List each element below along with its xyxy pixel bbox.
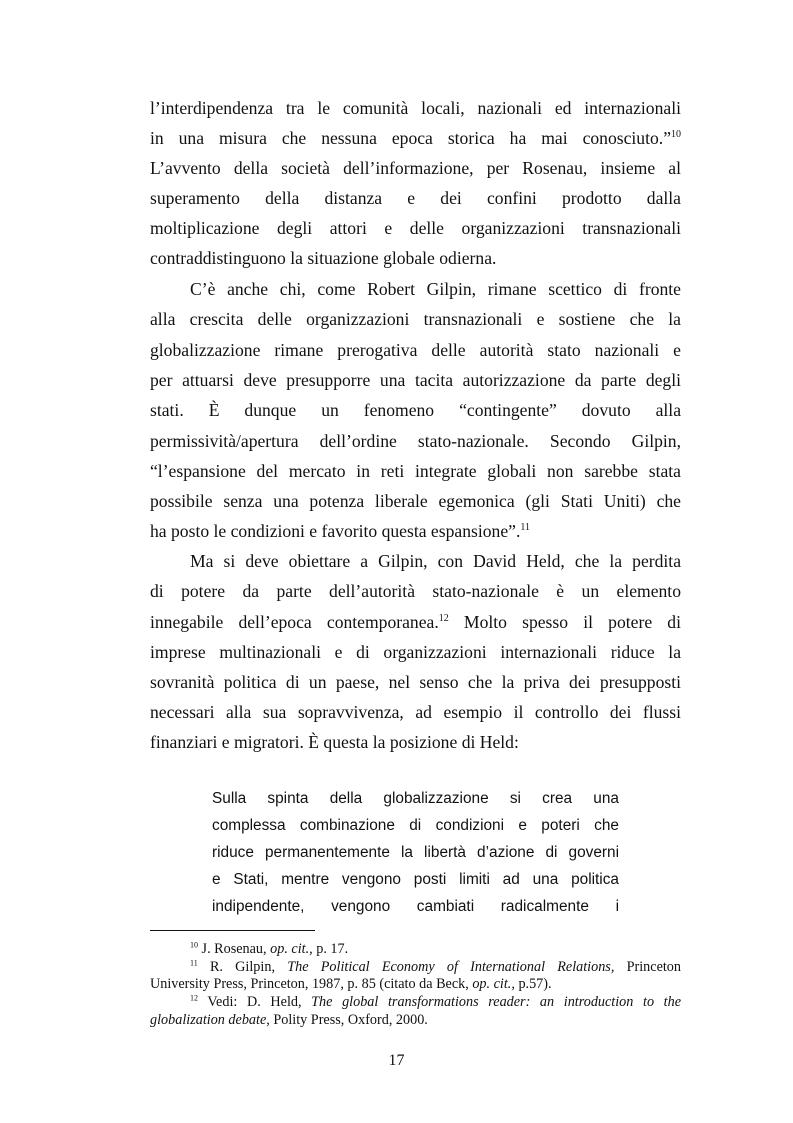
body-line: innegabile dell’epoca contemporanea.$^{12}$ Molto spesso il potere di xyxy=(150,612,681,632)
footnote-ref: 11 xyxy=(520,522,530,534)
page-number: 17 xyxy=(388,1052,405,1069)
footnote-separator xyxy=(150,930,315,931)
body-line: per attuarsi deve presupporre una tacita autorizzazione da parte degli xyxy=(150,370,681,390)
body-line: in una misura che nessuna epoca storica ha mai conosciuto.”$^{10}$ xyxy=(150,128,681,148)
body-line: possibile senza una potenza liberale egemonica (gli Stati Uniti) che xyxy=(150,491,681,511)
footnote-11-cont: University Press, Princeton, 1987, p. 85 (citato da Beck, op. cit., p.57). xyxy=(150,976,552,992)
body-line: l’interdipendenza tra le comunità locali, nazionali ed internazionali xyxy=(150,98,681,118)
body-line: imprese multinazionali e di organizzazioni internazionali riduce la xyxy=(150,642,681,662)
body-line: finanziari e migratori. È questa la posizione di Held: xyxy=(150,732,519,752)
block-quote-line: riduce permanentemente la libertà d’azione di governi xyxy=(212,844,619,861)
body-line: L’avvento della società dell’informazione, per Rosenau, insieme al xyxy=(150,158,681,178)
body-line: ha posto le condizioni e favorito questa espansione”.$^{11}$ xyxy=(150,521,530,541)
body-line: sovranità politica di un paese, nel senso che la priva dei presupposti xyxy=(150,672,681,692)
block-quote-line: complessa combinazione di condizioni e poteri che xyxy=(212,817,619,834)
body-line: Ma si deve obiettare a Gilpin, con David Held, che la perdita xyxy=(190,551,681,571)
body-line: necessari alla sua sopravvivenza, ad esempio il controllo dei flussi xyxy=(150,702,681,722)
body-line: globalizzazione rimane prerogativa delle autorità stato nazionali e xyxy=(150,340,681,360)
footnote-ref: 12 xyxy=(438,613,449,625)
body-line: permissività/apertura dell’ordine stato-nazionale. Secondo Gilpin, xyxy=(150,431,681,451)
footnote-10: $^{10}$ J. Rosenau, op. cit., p. 17. xyxy=(190,940,349,957)
body-line: contraddistinguono la situazione globale odierna. xyxy=(150,248,497,268)
footnote-12: $^{12}$ Vedi: D. Held, The global transformations reader: an introduction to the xyxy=(190,993,682,1010)
body-line: “l’espansione del mercato in reti integrate globali non sarebbe stata xyxy=(150,461,681,481)
body-line: stati. È dunque un fenomeno “contingente” dovuto alla xyxy=(150,400,681,420)
body-line: moltiplicazione degli attori e delle organizzazioni transnazionali xyxy=(150,218,681,238)
body-line: di potere da parte dell’autorità stato-nazionale è un elemento xyxy=(150,581,681,601)
body-line: C’è anche chi, come Robert Gilpin, rimane scettico di fronte xyxy=(190,279,681,299)
block-quote-line: e Stati, mentre vengono posti limiti ad una politica xyxy=(212,871,619,888)
footnote-11: $^{11}$ R. Gilpin, The Political Economy of International Relations, Princeton xyxy=(190,958,681,975)
footnote-ref: 10 xyxy=(671,129,681,141)
body-line: superamento della distanza e dei confini prodotto dalla xyxy=(150,188,681,208)
body-line: alla crescita delle organizzazioni transnazionali e sostiene che la xyxy=(150,309,681,329)
footnote-12-cont: globalization debate, Polity Press, Oxford, 2000. xyxy=(150,1012,428,1028)
block-quote-line: Sulla spinta della globalizzazione si crea una xyxy=(212,790,619,807)
block-quote-line: indipendente, vengono cambiati radicalmente i xyxy=(212,898,619,915)
